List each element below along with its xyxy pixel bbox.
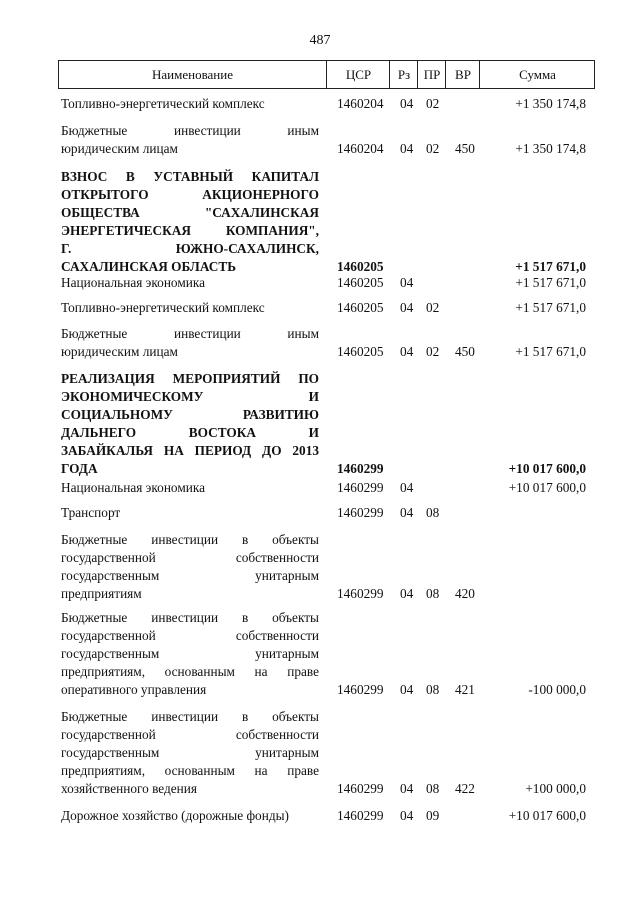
row-name-line: Г. ЮЖНО-САХАЛИНСК, xyxy=(61,241,319,256)
row-name xyxy=(61,370,319,478)
row-name-line: юридическим лицам xyxy=(61,344,178,359)
row-name-line: предприятиям xyxy=(61,586,142,601)
row-csr: 1460205 xyxy=(337,300,384,315)
row-name-line: государственной собственности xyxy=(61,628,319,643)
row-csr: 1460299 xyxy=(337,781,384,796)
row-vr: 421 xyxy=(455,682,475,697)
row-name-line: предприятиям, основанным на праве xyxy=(61,763,319,778)
row-name xyxy=(61,807,319,825)
row-pr: 08 xyxy=(426,505,440,520)
row-name-line: юридическим лицам xyxy=(61,141,178,156)
row-name-line: ГОДА xyxy=(61,461,98,476)
row-name-line: ЭКОНОМИЧЕСКОМУ И xyxy=(61,389,319,404)
row-csr: 1460299 xyxy=(337,586,384,601)
row-csr: 1460204 xyxy=(337,141,384,156)
header-pr: ПР xyxy=(417,61,446,88)
row-name-line: ЗАБАЙКАЛЬЯ НА ПЕРИОД ДО 2013 xyxy=(61,443,319,458)
row-pr: 09 xyxy=(426,808,440,823)
row-name-line: ОБЩЕСТВА "САХАЛИНСКАЯ xyxy=(61,205,319,220)
row-vr: 450 xyxy=(455,344,475,359)
row-pr: 02 xyxy=(426,300,440,315)
row-csr: 1460205 xyxy=(337,259,384,274)
row-name-line: ЭНЕРГЕТИЧЕСКАЯ КОМПАНИЯ", xyxy=(61,223,319,238)
row-name-line: Дорожное хозяйство (дорожные фонды) xyxy=(61,808,289,823)
row-name-line: Топливно-энергетический комплекс xyxy=(61,96,265,111)
row-name xyxy=(61,531,319,603)
row-csr: 1460205 xyxy=(337,275,384,290)
row-sum: +1 350 174,8 xyxy=(515,96,586,111)
row-name-line: государственным унитарным xyxy=(61,745,319,760)
row-csr: 1460299 xyxy=(337,808,384,823)
row-name-line: СОЦИАЛЬНОМУ РАЗВИТИЮ xyxy=(61,407,319,422)
header-sum: Сумма xyxy=(479,61,595,88)
row-name-line: государственным унитарным xyxy=(61,568,319,583)
row-name-line: оперативного управления xyxy=(61,682,207,697)
row-rz: 04 xyxy=(400,781,414,796)
row-name-line: РЕАЛИЗАЦИЯ МЕРОПРИЯТИЙ ПО xyxy=(61,371,319,386)
row-name xyxy=(61,479,319,497)
row-sum: +10 017 600,0 xyxy=(508,808,586,823)
row-rz: 04 xyxy=(400,808,414,823)
row-sum: -100 000,0 xyxy=(528,682,586,697)
row-name xyxy=(61,325,319,361)
row-rz: 04 xyxy=(400,480,414,495)
row-name-line: ОТКРЫТОГО АКЦИОНЕРНОГО xyxy=(61,187,319,202)
row-rz: 04 xyxy=(400,505,414,520)
row-vr: 422 xyxy=(455,781,475,796)
row-vr: 420 xyxy=(455,586,475,601)
row-name-line: Национальная экономика xyxy=(61,275,206,290)
row-csr: 1460299 xyxy=(337,480,384,495)
row-sum: +1 350 174,8 xyxy=(515,141,586,156)
row-name-line: Транспорт xyxy=(61,505,121,520)
row-name-line: САХАЛИНСКАЯ ОБЛАСТЬ xyxy=(61,259,237,274)
row-name-line: Бюджетные инвестиции иным xyxy=(61,123,319,138)
row-csr: 1460299 xyxy=(337,461,384,476)
row-sum: +100 000,0 xyxy=(525,781,586,796)
row-sum: +1 517 671,0 xyxy=(515,344,586,359)
row-vr: 450 xyxy=(455,141,475,156)
row-csr: 1460299 xyxy=(337,505,384,520)
row-rz: 04 xyxy=(400,141,414,156)
row-name-line: Бюджетные инвестиции в объекты xyxy=(61,532,319,547)
row-name-line: государственной собственности xyxy=(61,550,319,565)
row-name-line: Топливно-энергетический комплекс xyxy=(61,300,265,315)
row-name xyxy=(61,122,319,158)
row-name-line: ВЗНОС В УСТАВНЫЙ КАПИТАЛ xyxy=(61,169,319,184)
row-name xyxy=(61,708,319,798)
table-header xyxy=(58,60,595,89)
row-name-line: Бюджетные инвестиции в объекты xyxy=(61,709,319,724)
row-name-line: Бюджетные инвестиции в объекты xyxy=(61,610,319,625)
row-csr: 1460205 xyxy=(337,344,384,359)
header-rz: Рз xyxy=(389,61,418,88)
row-name-line: государственной собственности xyxy=(61,727,319,742)
row-name-line: Бюджетные инвестиции иным xyxy=(61,326,319,341)
row-rz: 04 xyxy=(400,344,414,359)
row-csr: 1460204 xyxy=(337,96,384,111)
row-rz: 04 xyxy=(400,300,414,315)
row-sum: +1 517 671,0 xyxy=(515,259,586,274)
row-pr: 02 xyxy=(426,96,440,111)
row-name xyxy=(61,95,319,113)
row-pr: 08 xyxy=(426,781,440,796)
row-name-line: ДАЛЬНЕГО ВОСТОКА И xyxy=(61,425,319,440)
row-name-line: Национальная экономика xyxy=(61,480,206,495)
row-name xyxy=(61,168,319,276)
row-sum: +1 517 671,0 xyxy=(515,275,586,290)
header-name: Наименование xyxy=(152,66,233,82)
row-name-line: хозяйственного ведения xyxy=(61,781,198,796)
row-pr: 02 xyxy=(426,344,440,359)
page-number: 487 xyxy=(309,33,331,48)
header-vr: ВР xyxy=(445,61,480,88)
row-pr: 08 xyxy=(426,682,440,697)
row-rz: 04 xyxy=(400,96,414,111)
row-name xyxy=(61,504,319,522)
row-name xyxy=(61,299,319,317)
row-rz: 04 xyxy=(400,682,414,697)
row-rz: 04 xyxy=(400,586,414,601)
row-name xyxy=(61,609,319,699)
header-csr: ЦСР xyxy=(326,61,390,88)
row-pr: 02 xyxy=(426,141,440,156)
row-name xyxy=(61,274,319,292)
row-sum: +10 017 600,0 xyxy=(508,480,586,495)
row-rz: 04 xyxy=(400,275,414,290)
row-name-line: государственным унитарным xyxy=(61,646,319,661)
row-csr: 1460299 xyxy=(337,682,384,697)
row-pr: 08 xyxy=(426,586,440,601)
row-sum: +1 517 671,0 xyxy=(515,300,586,315)
row-name-line: предприятиям, основанным на праве xyxy=(61,664,319,679)
row-sum: +10 017 600,0 xyxy=(508,461,586,476)
